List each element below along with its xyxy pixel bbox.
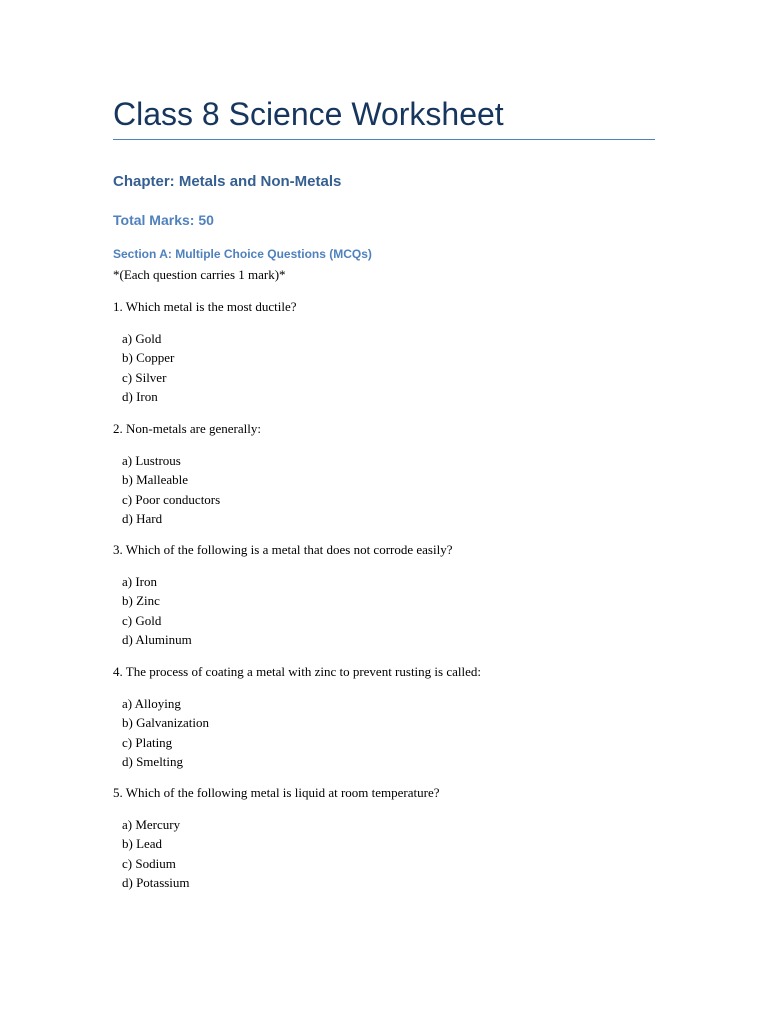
total-marks: Total Marks: 50 (113, 212, 214, 228)
option-item: b) Lead (122, 836, 163, 852)
option-item: c) Silver (122, 369, 167, 385)
question-text: 5. Which of the following metal is liquid at room temperature? (113, 785, 440, 800)
chapter-heading: Chapter: Metals and Non-Metals (113, 173, 342, 190)
option-item: c) Poor conductors (122, 491, 221, 507)
section-note: *(Each question carries 1 mark)* (113, 267, 286, 282)
option-item: a) Alloying (122, 696, 181, 711)
question-text: 1. Which metal is the most ductile? (113, 299, 297, 314)
option-item: d) Potassium (122, 874, 190, 890)
answer-options (122, 694, 209, 771)
option-item: a) Gold (122, 331, 162, 346)
option-item: b) Malleable (122, 472, 189, 488)
question-text: 3. Which of the following is a metal that does not corrode easily? (113, 542, 453, 557)
option-item: b) Copper (122, 350, 175, 366)
option-item: d) Hard (122, 510, 163, 526)
option-item: c) Plating (122, 734, 173, 750)
option-item: b) Galvanization (122, 715, 209, 731)
option-item: a) Iron (122, 574, 158, 589)
section-heading: Section A: Multiple Choice Questions (MCQs) (113, 247, 372, 261)
option-item: b) Zinc (122, 593, 160, 609)
answer-options (122, 815, 190, 892)
option-item: c) Gold (122, 612, 162, 628)
option-item: a) Mercury (122, 817, 181, 832)
question-text: 4. The process of coating a metal with zinc to prevent rusting is called: (113, 664, 481, 679)
option-item: c) Sodium (122, 855, 176, 871)
option-item: d) Aluminum (122, 631, 192, 647)
title-divider (113, 139, 655, 140)
option-item: a) Lustrous (122, 453, 181, 468)
question-text: 2. Non-metals are generally: (113, 421, 261, 436)
answer-options (122, 329, 174, 406)
answer-options (122, 572, 192, 649)
option-item: d) Smelting (122, 753, 184, 769)
option-item: d) Iron (122, 388, 158, 404)
answer-options (122, 451, 220, 528)
page-title: Class 8 Science Worksheet (113, 96, 504, 132)
